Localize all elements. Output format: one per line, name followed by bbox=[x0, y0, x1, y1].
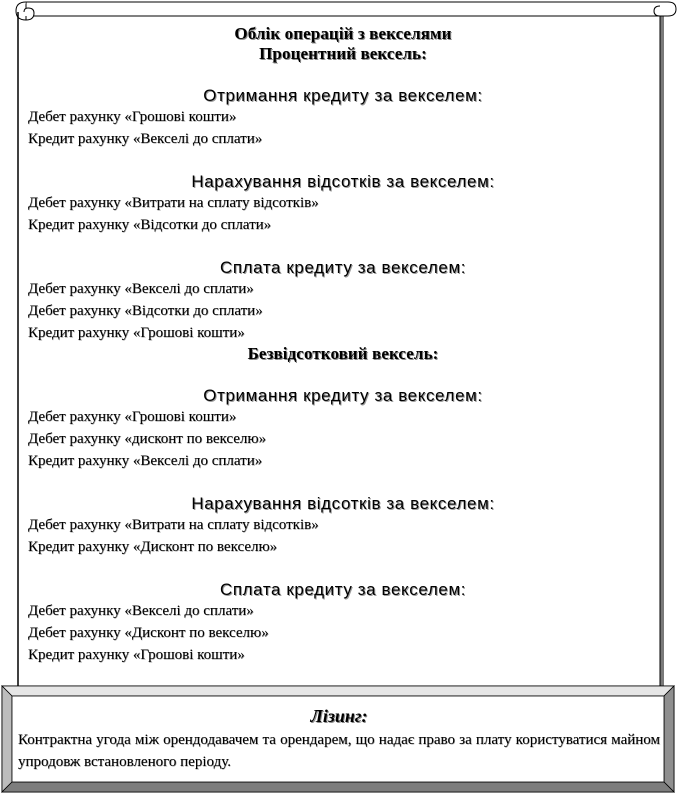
entry-line: Дебет рахунку «Векселі до сплати» bbox=[28, 603, 254, 619]
interest-bill-title: Процентний вексель: bbox=[259, 44, 427, 63]
lease-frame bbox=[0, 684, 678, 795]
entry-line: Дебет рахунку «Витрати на сплату відсотків» bbox=[28, 195, 319, 211]
main-title: Облік операцій з векселями bbox=[234, 24, 452, 43]
entry-line: Кредит рахунку «Грошові кошти» bbox=[28, 647, 245, 663]
section-heading: Сплата кредиту за векселем: bbox=[219, 258, 467, 277]
scroll-content bbox=[28, 24, 658, 666]
section-heading: Отримання кредиту за векселем: bbox=[203, 386, 483, 405]
lease-title: Лізинг: bbox=[310, 706, 368, 726]
section-heading: Отримання кредиту за векселем: bbox=[203, 86, 483, 105]
non-interest-bill-title: Безвідсотковий вексель: bbox=[247, 344, 439, 363]
section-heading: Сплата кредиту за векселем: bbox=[219, 580, 467, 599]
entry-line: Кредит рахунку «Векселі до сплати» bbox=[28, 453, 263, 469]
entry-line: Кредит рахунку «Відсотки до сплати» bbox=[28, 217, 272, 233]
entry-line: Кредит рахунку «Грошові кошти» bbox=[28, 325, 245, 341]
entry-line: Дебет рахунку «Відсотки до сплати» bbox=[28, 303, 263, 319]
section-heading: Нарахування відсотків за векселем: bbox=[191, 494, 495, 513]
entry-line: Дебет рахунку «Дисконт по векселю» bbox=[28, 625, 269, 641]
entry-line: Кредит рахунку «Векселі до сплати» bbox=[28, 131, 263, 147]
entry-line: Дебет рахунку «Грошові кошти» bbox=[28, 109, 237, 125]
entry-line: Дебет рахунку «дисконт по векселю» bbox=[28, 431, 267, 447]
lease-definition: Контрактна угода між орендодавачем та орендарем, що надає право за плату користуватися майном упродовж встановленого періоду. bbox=[18, 732, 660, 770]
entry-line: Дебет рахунку «Векселі до сплати» bbox=[28, 281, 254, 297]
entry-line: Кредит рахунку «Дисконт по векселю» bbox=[28, 539, 278, 555]
lease-content bbox=[18, 706, 660, 773]
section-heading: Нарахування відсотків за векселем: bbox=[191, 172, 495, 191]
entry-line: Дебет рахунку «Витрати на сплату відсотків» bbox=[28, 517, 319, 533]
entry-line: Дебет рахунку «Грошові кошти» bbox=[28, 409, 237, 425]
